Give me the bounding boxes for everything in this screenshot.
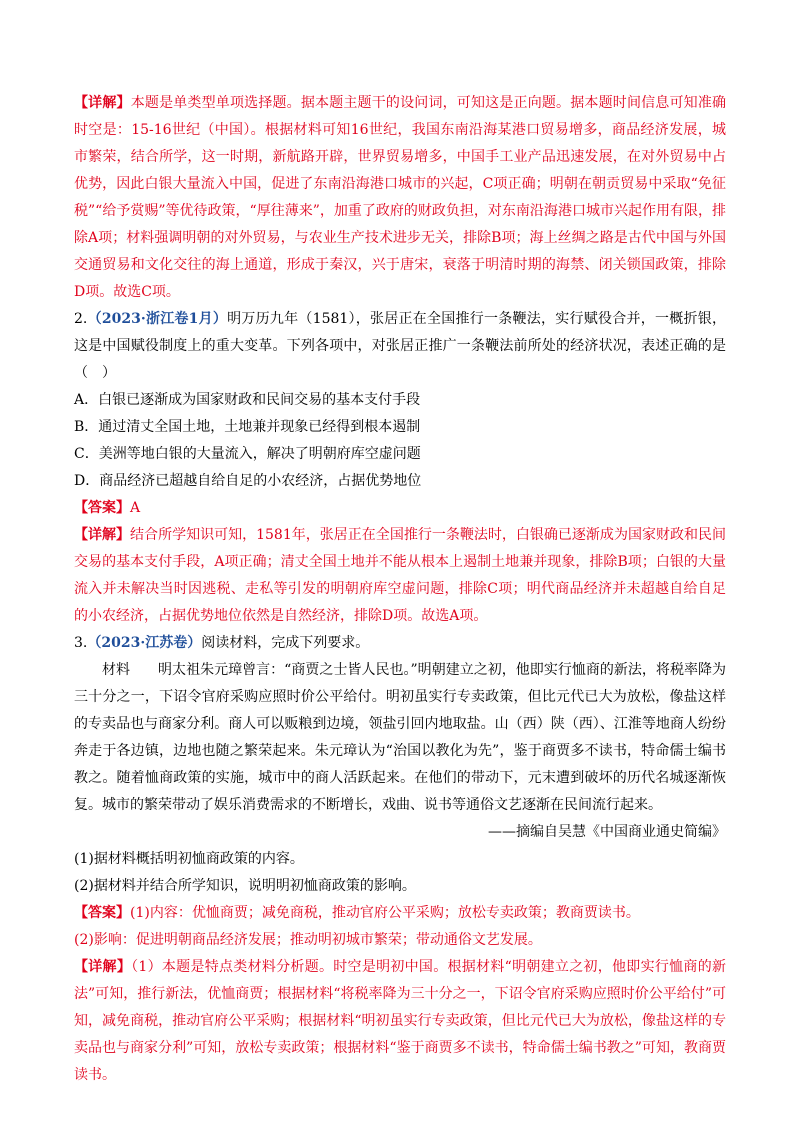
q3-material (74, 657, 726, 819)
q3-detail-text: （1）本题是特点类材料分析题。时空是明初中国。根据材料“明朝建立之初，他即实行恤商的新法”可知，推行新法，优恤商贾；根据材料“将税率降为三十分之一，下诏令官府采购应照时价公平给付”可知，减免商税，推动官府公平采购；根据材料“明初虽实行专卖政策，但比元代已大为放松，像盐这样的专卖品也与商家分利”可知，放松专卖政策；根据材料“鉴于商贾多不读书，特命儒士编书教之”可知，教商贾读书。 (74, 959, 726, 1083)
q2-answer-value: A (130, 500, 141, 516)
q2-source: （2023·浙江卷1月） (87, 311, 228, 327)
q1-detail-text: 本题是单类型单项选择题。据本题主题干的设问词，可知这是正向题。据本题时间信息可知准确时空是：15-16世纪（中国）。根据材料可知16世纪，我国东南沿海某港口贸易增多，商品经济发展，城市繁荣，结合所学，这一时期，新航路开辟，世界贸易增多，中国手工业产品迅速发展，在对外贸易中占优势，因此白银大量流入中国，促进了东南沿海港口城市的兴起，C项正确；明朝在朝贡贸易中采取“免征税”“给予赏赐”等优待政策，“厚往薄来”，加重了政府的财政负担，对东南沿海港口城市兴起作用有限，排除A项；材料强调明朝的对外贸易，与农业生产技术进步无关，排除B项；海上丝绸之路是古代中国与外国交通贸易和文化交往的海上通道，形成于秦汉，兴于唐宋，衰落于明清时期的海禁、闭关锁国政策，排除D项。故选C项。 (74, 95, 727, 300)
q3-detail-tag: 【详解】 (74, 959, 132, 975)
q2-answer-tag: 【答案】 (74, 500, 130, 516)
q1-detail-tag: 【详解】 (74, 95, 131, 111)
q2-answer (74, 495, 726, 522)
q2-detail-tag: 【详解】 (74, 527, 131, 543)
q2-option-b: B．通过清丈全国土地，土地兼并现象已经得到根本遏制 (74, 419, 421, 435)
q3-answer2: (2)影响：促进明朝商品经济发展；推动明初城市繁荣；带动通俗文艺发展。 (74, 932, 542, 948)
q2-detail-text: 结合所学知识可知，1581年，张居正在全国推行一条鞭法时，白银确已逐渐成为国家财政和民间交易的基本支付手段，A项正确；清丈全国土地并不能从根本上遏制土地兼并现象，排除B项；白银的大量流入并未解决当时因逃税、走私等引发的明朝府库空虚问题，排除C项；明代商品经济并未超越自给自足的小农经济，占据优势地位依然是自然经济，排除D项。故选A项。 (74, 527, 727, 624)
q2-number: 2. (74, 311, 88, 327)
q2-option-d: D．商品经济已超越自给自足的小农经济，占据优势地位 (74, 473, 422, 489)
q2-detail (74, 522, 726, 630)
q3-source: （2023·江苏卷） (87, 635, 202, 651)
q3-material-text: 明太祖朱元璋曾言：“商贾之士皆人民也。”明朝建立之初，他即实行恤商的新法，将税率降为三十分之一，下诏令官府采购应照时价公平给付。明初虽实行专卖政策，但比元代已大为放松，像盐这样的专卖品也与商家分利。商人可以贩粮到边境，领盐引回内地取盐。山（西）陕（西）、江淮等地商人纷纷奔走于各边镇，边地也随之繁荣起来。朱元璋认为“治国以教化为先”，鉴于商贾多不读书，特命儒士编书教之。随着恤商政策的实施，城市中的商人活跃起来。在他们的带动下，元末遭到破坏的历代名城逐渐恢复。城市的繁荣带动了娱乐消费需求的不断增长，戏曲、说书等通俗文艺逐渐在民间流行起来。 (74, 662, 726, 813)
q3-sub2: (2)据材料并结合所学知识，说明明初恤商政策的影响。 (74, 878, 416, 894)
q3-answer1 (74, 900, 726, 927)
q2-stem-text: 明万历九年（1581），张居正在全国推行一条鞭法，实行赋役合并，一概折银，这是中国赋役制度上的重大变革。下列各项中，对张居正推广一条鞭法前所处的经济状况，表述正确的是（ ） (74, 311, 726, 381)
q2-option-c: C．美洲等地白银的大量流入，解决了明朝府库空虚问题 (74, 446, 421, 462)
q2-option-a: A．白银已逐渐成为国家财政和民间交易的基本支付手段 (74, 392, 421, 408)
q3-material-label: 材料 (102, 662, 131, 678)
q3-answer1-text: (1)内容：优恤商贾；减免商税，推动官府公平采购；放松专卖政策；教商贾读书。 (130, 905, 640, 921)
q1-detail (74, 90, 726, 306)
q2-stem (74, 306, 726, 387)
q3-number: 3. (74, 635, 88, 651)
q3-material-source: ——摘编自吴慧《中国商业通史简编》 (488, 824, 726, 840)
document-page (74, 90, 726, 1089)
q3-answer-tag: 【答案】 (74, 905, 130, 921)
q3-sub1: (1)据材料概括明初恤商政策的内容。 (74, 851, 304, 867)
q3-stem (74, 630, 726, 657)
q3-detail (74, 954, 726, 1089)
q3-stem-text: 阅读材料，完成下列要求。 (201, 635, 370, 651)
